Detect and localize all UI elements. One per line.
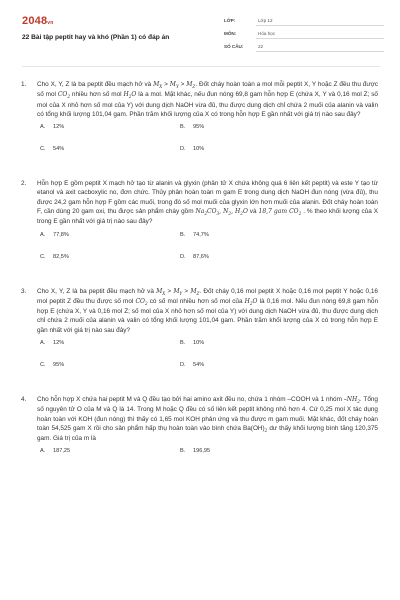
question-text <box>37 395 378 443</box>
math-subscript: X <box>162 290 166 296</box>
math-base: , H <box>231 207 241 215</box>
math-subscript: 2 <box>67 94 71 100</box>
question-text-fragment: Hỗn hợp E gồm peptit X mạch hở tạo từ alanin và glyxin (phân tử X chứa không quá 6 liên kết peptit) và este Y tạo từ etanol và axit cacboxylic no, đơn chức. Thủy phân hoàn toàn m gam E trong dung dịch NaOH đun nóng (vừa đủ), thu được 24,2 gam hỗn hợp F gồm các muối, trong đó số mol muối của glyxin lớn hơn muối của alanin. Đốt cháy hoàn toàn F, cần dùng 20 gam oxi, thu được sản phẩm cháy gồm <box>37 180 378 215</box>
question-text <box>37 80 378 119</box>
answer-option-letter: C. <box>40 253 46 260</box>
answer-option-text: 196,95 <box>193 448 211 455</box>
meta-info <box>224 15 384 54</box>
math-subscript: 3 <box>216 211 220 217</box>
answer-option[interactable] <box>40 123 180 145</box>
math-base: M <box>153 81 160 88</box>
answer-option-letter: D. <box>180 146 186 153</box>
question-text-fragment: và <box>247 207 259 215</box>
math-subscript: 2 <box>264 427 268 433</box>
math-base: –NH <box>343 395 358 403</box>
answer-option-text: 54% <box>193 361 205 368</box>
math-subscript: Y <box>179 290 183 296</box>
math-subscript: 2 <box>298 211 302 217</box>
question-text-fragment: . Đốt cháy 0,16 mol peptit X hoặc 0,16 mol peptit Y hoặc 0,16 mol peptit Z đều thu được số mol <box>37 287 378 305</box>
math-base: M <box>156 287 163 295</box>
answer-option[interactable] <box>180 231 320 253</box>
answer-option-letter: A. <box>40 339 46 346</box>
answer-option-letter: D. <box>180 361 186 368</box>
meta-value: Lớp 12 <box>256 17 384 26</box>
answer-option-text: 77,8% <box>53 231 69 238</box>
math-expression <box>216 207 232 217</box>
answer-option-text: 187,25 <box>53 448 71 455</box>
math-expression <box>153 81 162 88</box>
answer-option[interactable] <box>180 447 320 457</box>
answer-option[interactable] <box>180 339 320 361</box>
question-text-fragment: > <box>178 81 187 88</box>
math-base: CO <box>135 297 145 305</box>
answer-option-letter: C. <box>40 146 46 153</box>
math-expression <box>58 91 70 98</box>
math-base: Na <box>195 207 205 215</box>
answer-option[interactable] <box>180 253 320 275</box>
math-expression <box>195 208 207 215</box>
question-text-fragment: > <box>165 287 174 295</box>
math-base: H <box>123 91 129 99</box>
math-subscript: Z <box>196 290 200 296</box>
math-base: M <box>186 81 193 88</box>
math-expression <box>173 288 182 295</box>
math-subscript: 2 <box>240 211 243 217</box>
math-expression <box>344 396 360 403</box>
math-subscript: 2 <box>357 399 360 405</box>
math-base: M <box>190 287 197 295</box>
answer-option[interactable] <box>40 339 180 361</box>
question-text-fragment: > <box>182 287 191 295</box>
question-text-fragment: có số mol nhiều hơn số mol của <box>147 297 245 305</box>
question-text-fragment: . Tổng số nguyên tử O của M và Q là 14. Trong M hoặc Q đều có số liên kết peptit không nhỏ hơn 4. Cứ 0,25 mol X tác dụng hoàn toàn với KOH (đun nóng) thì thấy có 1,65 mol KOH phản ứng và thu được m gam muối. Mặt khác, đốt cháy hoàn toàn 54,525 gam X rồi cho sản phẩm hấp thụ hoàn toàn vào bình chứa Ba(OH) <box>37 395 378 432</box>
header-divider <box>22 66 380 67</box>
answer-option[interactable] <box>40 145 180 167</box>
math-subscript: Z <box>192 84 196 90</box>
math-subscript: 2 <box>204 211 207 217</box>
math-subscript: 2 <box>228 211 232 217</box>
answer-option[interactable] <box>40 231 180 253</box>
answer-option-letter: C. <box>40 361 46 368</box>
math-base: M <box>173 287 180 295</box>
meta-label: LỚP: <box>224 18 236 24</box>
question-text-fragment: . % theo khối lượng của X trong E gần nhất với giá trị nào sau đây? <box>37 207 378 226</box>
answer-option-letter: D. <box>180 253 186 260</box>
answer-options <box>37 231 378 275</box>
answer-option-text: 95% <box>193 124 205 131</box>
answer-option-text: 82,5% <box>53 253 69 260</box>
question-item <box>0 80 400 167</box>
question-number: 2. <box>21 180 27 188</box>
math-subscript: 2 <box>128 94 132 100</box>
question-number: 4. <box>21 395 27 403</box>
math-subscript: X <box>159 84 163 90</box>
math-expression <box>259 208 302 215</box>
question-text-fragment: là a mol. Mặt khác, nếu đun nóng 69,8 gam hỗn hợp E (chứa X, Y và 0,16 mol Z; số mol của X nhỏ hơn số mol của Y) với dung dịch NaOH vừa đủ, thu được dung dịch chỉ chứa 2 muối của alanin và valin có tổng khối lượng 101,04 gam. Phần trăm khối lượng của X có trong hỗn hợp E gần nhất với giá trị nào sau đây? <box>37 91 378 118</box>
answer-option-text: 87,6% <box>193 253 209 260</box>
question-text-fragment: nhiều hơn số mol <box>70 91 124 99</box>
logo-text: 2048 <box>22 15 48 27</box>
answer-options <box>37 123 378 167</box>
math-base: , N <box>219 207 229 215</box>
question-list <box>0 80 400 469</box>
math-base: O <box>252 297 258 305</box>
answer-option-text: 54% <box>53 146 65 153</box>
answer-option[interactable] <box>40 361 180 383</box>
answer-option-text: 10% <box>193 339 205 346</box>
page-header <box>0 0 400 64</box>
document-title: 22 Bài tập peptit hay và khó (Phần 1) có đáp án <box>22 34 170 41</box>
logo-suffix: vn <box>47 20 54 26</box>
meta-value: 22 <box>256 43 384 52</box>
answer-options <box>37 339 378 383</box>
question-text-fragment: > <box>162 81 170 88</box>
math-base: CO <box>206 207 217 215</box>
math-subscript: 2 <box>144 301 148 306</box>
math-base: O <box>242 207 248 215</box>
question-item <box>0 179 400 274</box>
answer-option-letter: A. <box>40 124 46 131</box>
math-expression <box>245 298 253 305</box>
question-number: 3. <box>21 287 27 295</box>
question-number: 1. <box>21 81 27 88</box>
math-expression <box>156 288 165 295</box>
math-expression <box>135 298 147 305</box>
question-text-fragment: Cho X, Y, Z là ba peptit đều mạch hở và <box>37 287 157 295</box>
meta-value: Hóa học <box>256 30 384 39</box>
answer-option[interactable] <box>40 447 180 457</box>
answer-option-text: 12% <box>53 339 65 346</box>
math-subscript: Y <box>175 84 179 90</box>
question-item <box>0 395 400 457</box>
answer-option-letter: B. <box>180 339 186 346</box>
answer-option[interactable] <box>180 361 320 383</box>
math-base: M <box>169 81 176 88</box>
answer-option-letter: A. <box>40 231 46 238</box>
math-expression <box>207 208 219 215</box>
math-base: CO <box>57 91 68 99</box>
question-item <box>0 287 400 383</box>
meta-label: SỐ CÂU: <box>224 44 244 50</box>
answer-option-text: 12% <box>53 124 65 131</box>
answer-option-letter: B. <box>180 124 186 131</box>
question-text <box>37 287 378 335</box>
question-text-fragment: Cho X, Y, Z là ba peptit đều mạch hở và <box>37 81 154 88</box>
meta-row-grade <box>224 15 384 28</box>
meta-row-count <box>224 41 384 54</box>
answer-option-text: 74,7% <box>193 231 209 238</box>
math-expression <box>186 81 195 88</box>
math-expression <box>231 208 243 215</box>
meta-label: MÔN: <box>224 31 237 37</box>
math-expression <box>170 81 179 88</box>
answer-option-letter: A. <box>40 448 46 455</box>
answer-options <box>37 447 378 457</box>
answer-option-letter: B. <box>180 448 186 455</box>
math-base: H <box>244 297 250 305</box>
math-subscript: 2 <box>249 301 253 306</box>
meta-row-subject <box>224 28 384 41</box>
question-text <box>37 179 378 226</box>
answer-option-text: 95% <box>53 361 65 368</box>
question-text-fragment: . Đốt cháy hoàn toàn a mol mỗi peptit X, Y hoặc Z đều thu được số mol <box>37 81 378 99</box>
question-text-fragment: dư thấy khối lượng bình tăng 120,375 gam. Giá trị của m là <box>37 424 378 443</box>
answer-option[interactable] <box>40 253 180 275</box>
answer-option-letter: B. <box>180 231 186 238</box>
question-text-fragment: Cho hỗn hợp X chứa hai peptit M và Q đều tạo bởi hai amino axit đều no, chứa 1 nhóm –COOH và 1 nhóm <box>37 395 344 403</box>
answer-option-text: 10% <box>193 146 205 153</box>
question-text-fragment: là 0,16 mol. Nếu đun nóng 69,8 gam hỗn hợp E (chứa X, Y và 0,16 mol Z; số mol của X nhỏ hơn số mol của Y) với dung dịch NaOH vừa đủ, thu được dung dịch chỉ chứa 2 muối của alanin và valin có tổng khối lượng 101,04 gam. Phần trăm khối lượng của X có trong hỗn hợp E gần nhất với giá trị nào sau đây? <box>37 297 378 334</box>
site-logo[interactable] <box>22 14 54 30</box>
answer-option[interactable] <box>180 123 320 145</box>
math-base: 18,7 gam CO <box>258 207 299 215</box>
math-base: O <box>131 91 137 99</box>
answer-option[interactable] <box>180 145 320 167</box>
